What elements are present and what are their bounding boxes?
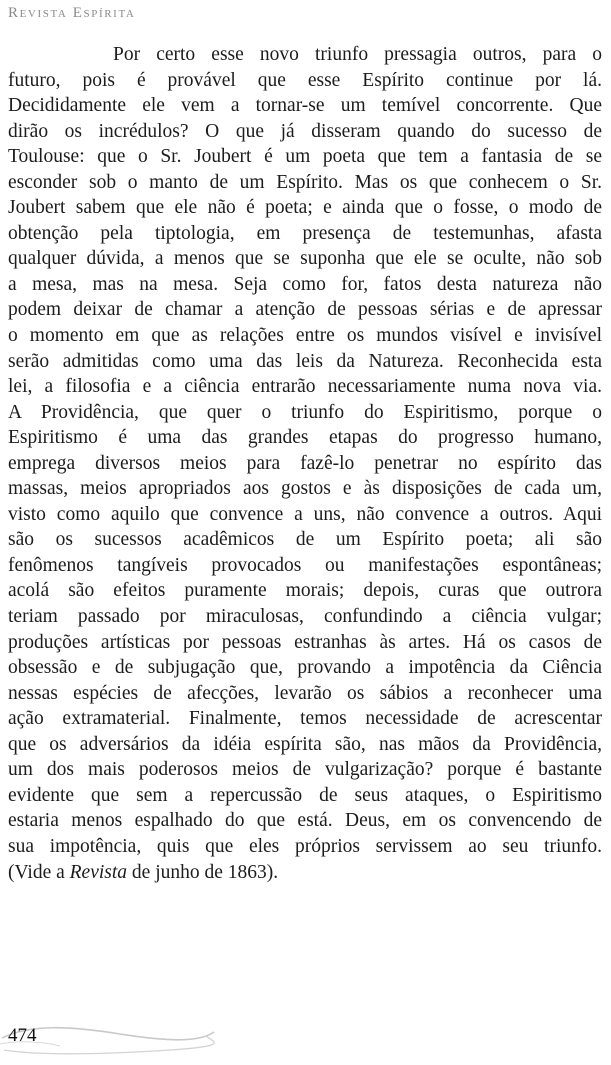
citation-title: Revista <box>69 861 128 883</box>
text-line: ação extramaterial. Finalmente, temos necessidade de acrescentar <box>8 708 602 730</box>
body-paragraph <box>8 42 602 885</box>
text-line: Por certo esse novo triunfo pressagia outros, para o <box>113 44 602 65</box>
text-line: podem deixar de chamar a atenção de pessoas sérias e de apressar <box>8 299 602 321</box>
text-line: Espiritismo é uma das grandes etapas do progresso humano, <box>8 427 602 449</box>
text-line: emprega diversos meios para fazê-lo penetrar no espírito das <box>8 452 602 474</box>
text-line: qualquer dúvida, a menos que se suponha que ele se oculte, não sob <box>8 248 602 270</box>
text-line: esconder sob o manto de um Espírito. Mas os que conhecem o Sr. <box>8 171 602 193</box>
citation-suffix: de junho de 1863). <box>127 861 279 883</box>
text-line: Joubert sabem que ele não é poeta; e ainda que o fosse, o modo de <box>8 197 602 219</box>
text-line: o momento em que as relações entre os mundos visível e invisível <box>8 325 602 347</box>
text-line: acolá são efeitos puramente morais; depois, curas que outrora <box>8 580 602 602</box>
text-line: sua impotência, quis que eles próprios servissem ao seu triunfo. <box>8 835 602 857</box>
running-header: Revista Espírita <box>8 5 136 21</box>
text-line: são os sucessos acadêmicos de um Espírito poeta; ali são <box>8 529 602 551</box>
text-line: A Providência, que quer o triunfo do Espiritismo, porque o <box>8 401 602 423</box>
page-number: 474 <box>8 1025 37 1046</box>
text-line: a mesa, mas na mesa. Seja como for, fatos desta natureza não <box>8 273 602 295</box>
text-line: massas, meios apropriados aos gostos e às disposições de cada um, <box>8 478 602 500</box>
text-line: estaria menos espalhado do que está. Deus, em os convencendo de <box>8 810 602 832</box>
text-line: fenômenos tangíveis provocados ou manifestações espontâneas; <box>8 554 602 576</box>
text-line: que os adversários da idéia espírita são, nas mãos da Providência, <box>8 733 602 755</box>
text-line: visto como aquilo que convence a uns, não convence a outros. Aqui <box>8 503 602 525</box>
text-line: dirão os incrédulos? O que já disseram quando do sucesso de <box>8 120 602 142</box>
text-line: teriam passado por miraculosas, confundindo a ciência vulgar; <box>8 606 602 628</box>
text-line: obsessão e de subjugação que, provando a impotência da Ciência <box>8 657 602 679</box>
text-line: evidente que sem a repercussão de seus ataques, o Espiritismo <box>8 784 602 806</box>
text-line: futuro, pois é provável que esse Espírito continue por lá. <box>8 69 602 91</box>
text-line: serão admitidas como uma das leis da Natureza. Reconhecida esta <box>8 350 602 372</box>
text-line: um dos mais poderosos meios de vulgarização? porque é bastante <box>8 759 602 781</box>
text-line: obtenção pela tiptologia, em presença de testemunhas, afasta <box>8 222 602 244</box>
text-line: lei, a filosofia e a ciência entrarão necessariamente numa nova via. <box>8 376 602 398</box>
text-line: Decididamente ele vem a tornar-se um temível concorrente. Que <box>8 95 602 117</box>
text-line-last <box>8 860 602 886</box>
citation-prefix: (Vide a <box>8 861 70 883</box>
text-line: nessas espécies de afecções, levarão os sábios a reconhecer uma <box>8 682 602 704</box>
text-line: Toulouse: que o Sr. Joubert é um poeta que tem a fantasia de se <box>8 146 602 168</box>
text-line: produções artísticas por pessoas estranhas às artes. Há os casos de <box>8 631 602 653</box>
